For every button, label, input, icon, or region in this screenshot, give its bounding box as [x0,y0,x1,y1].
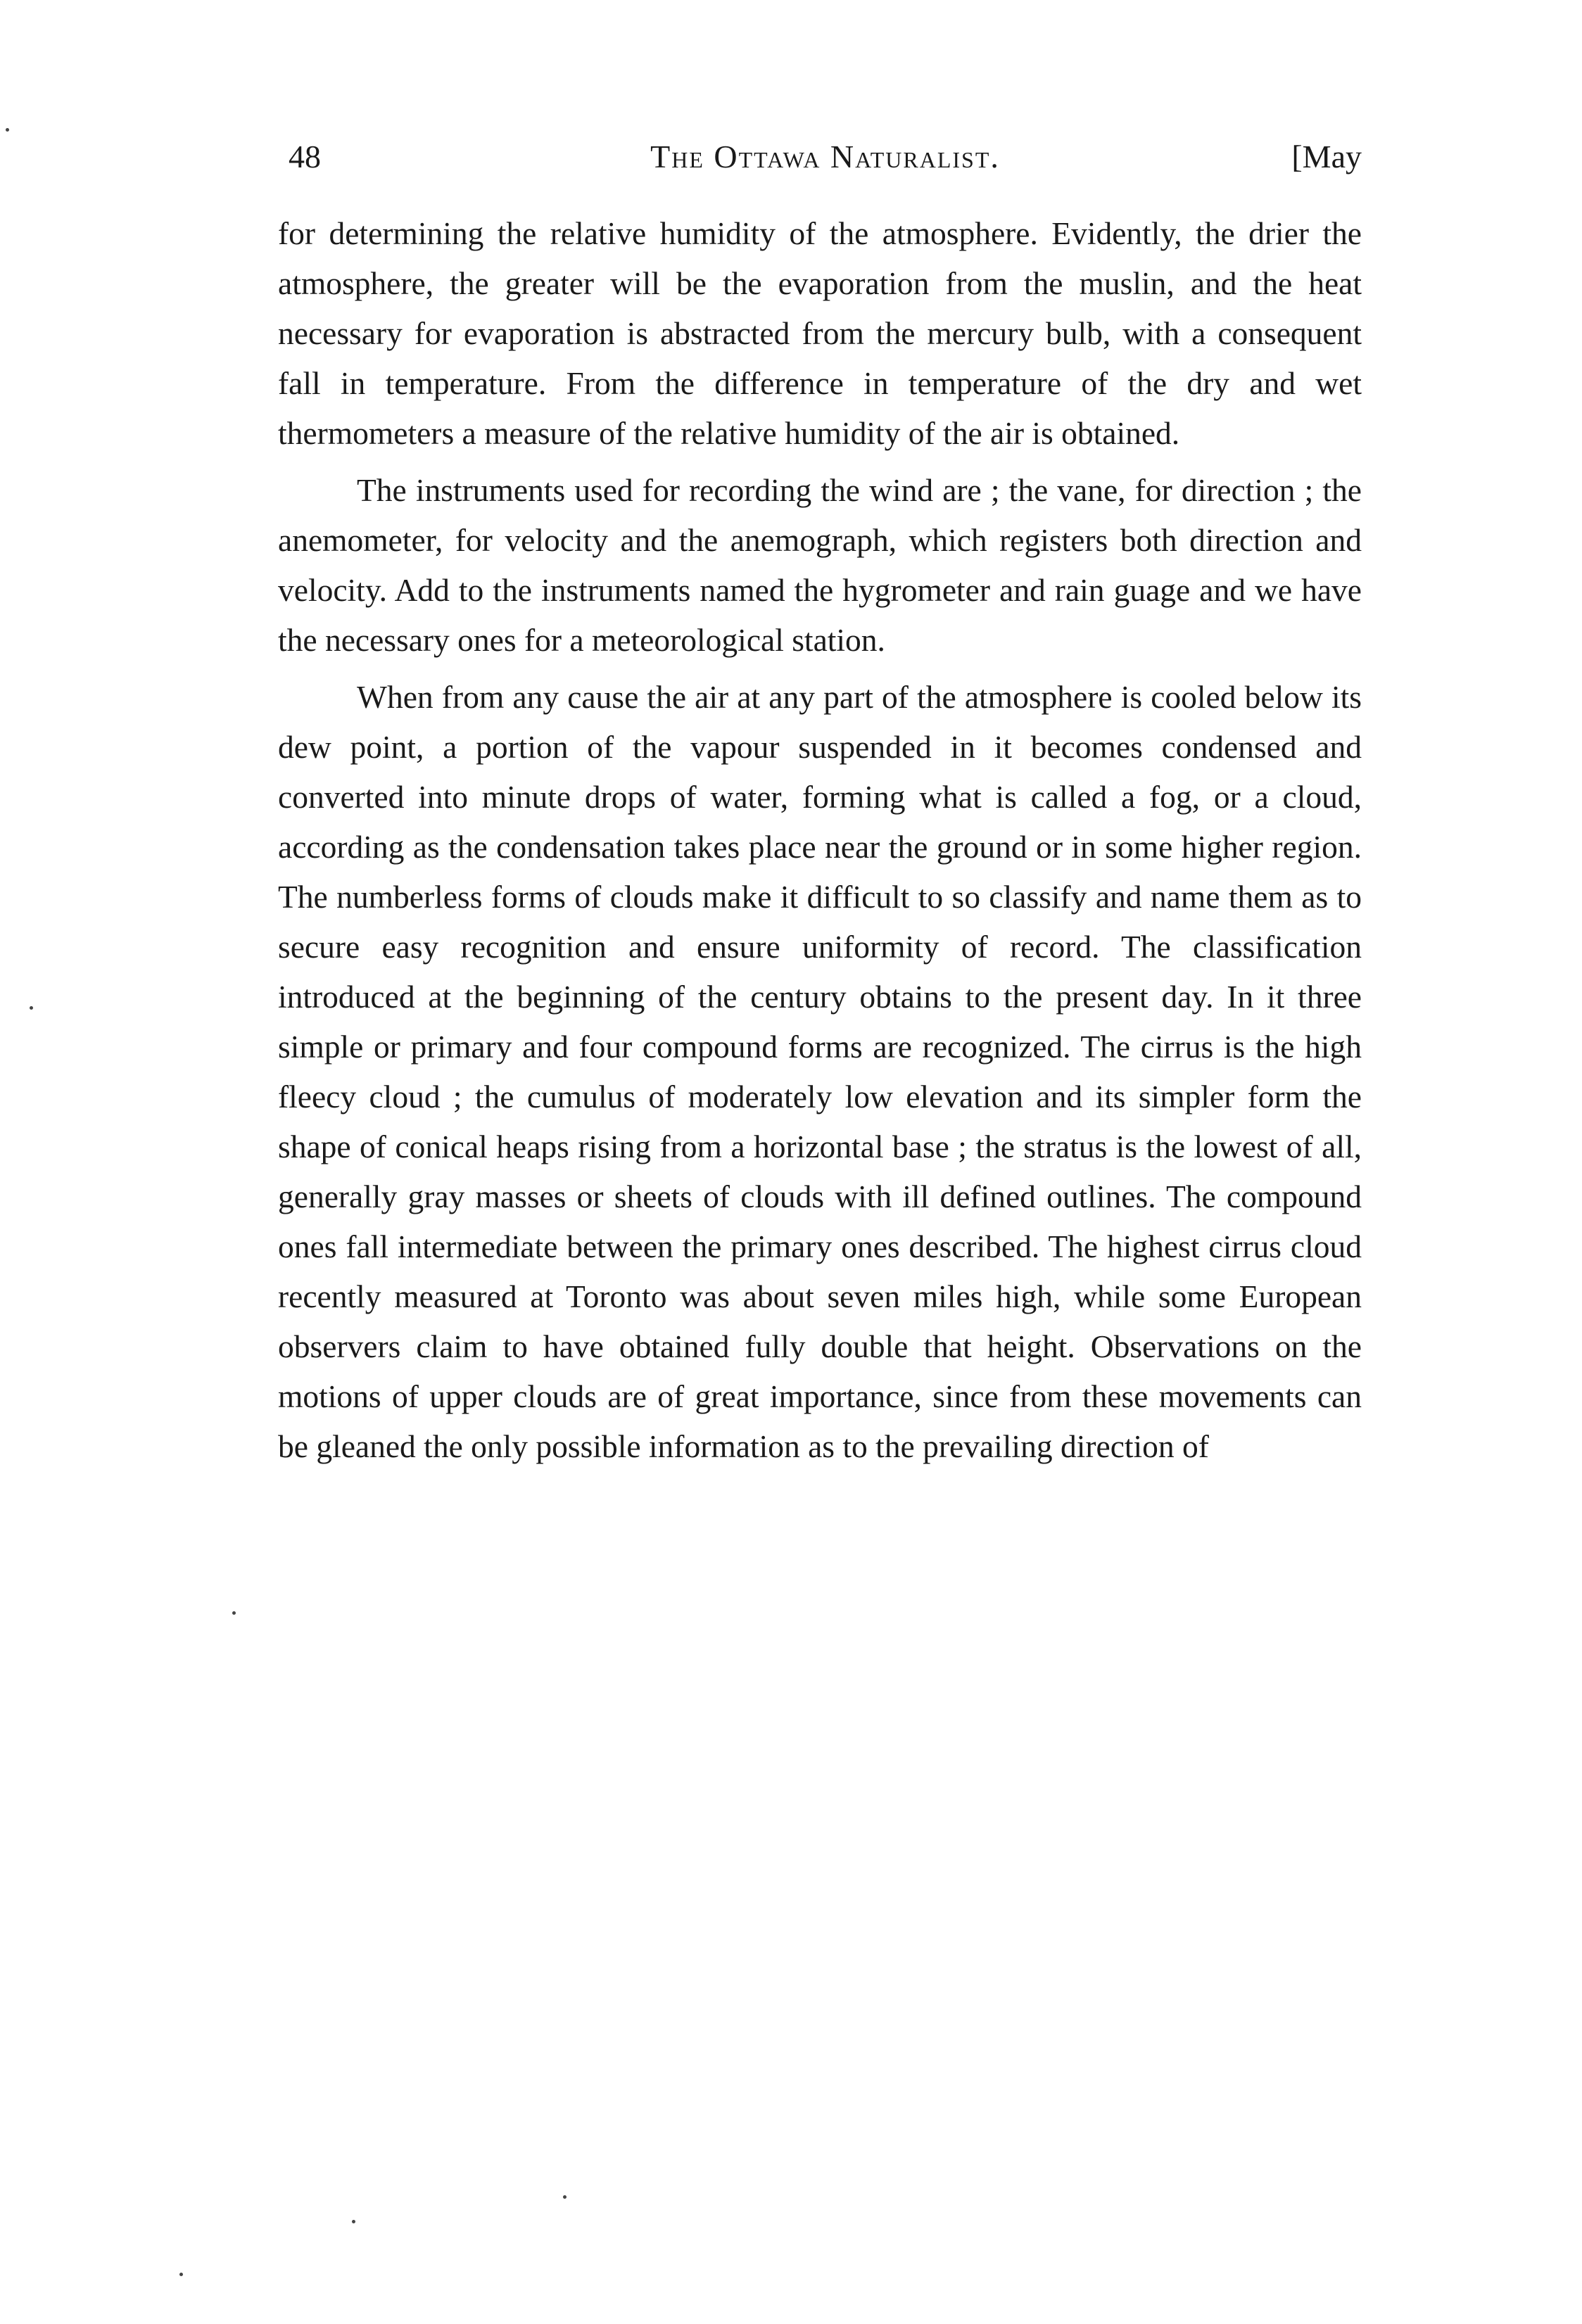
scan-speck [30,1006,33,1010]
paragraph-clouds: When from any cause the air at any part of the atmosphere is cooled below its dew point, a portion of the vapour suspended in it becomes condensed and converted into minute drops of water, forming what is called a fog, or a cloud, according as the condensation takes place near the ground or in some higher region. The numberless forms of clouds make it difficult to so classify and name them as to secure easy recognition and ensure uniformity of record. The classification introduced at the beginning of the century obtains to the present day. In it three simple or primary and four compound forms are recognized. The cirrus is the high fleecy cloud ; the cumulus of moderately low elevation and its simpler form the shape of conical heaps rising from a horizontal base ; the stratus is the lowest of all, generally gray masses or sheets of clouds with ill defined outlines. The compound ones fall intermediate between the primary ones described. The highest cirrus cloud recently measured at Toronto was about seven miles high, while some European observers claim to have obtained fully double that height. Observations on the motions of upper clouds are of great importance, since from these movements can be gleaned the only possible information as to the prevailing direction of [278,679,1362,1464]
page-number: 48 [289,139,321,174]
paragraph-wind-instruments: The instruments used for recording the wind are ; the vane, for direction ; the anemometer, for velocity and the anemograph, which registers both direction and velocity. Add to the instruments named the hygrometer and rain guage and we have the necessary ones for a meteorological station. [278,472,1362,658]
article-body [278,208,1362,1478]
scan-speck [179,2273,183,2276]
paragraph-continued: for determining the relative humidity of the atmosphere. Evidently, the drier the atmosphere, the greater will be the evaporation from the muslin, and the heat necessary for evaporation is abstracted from the mercury bulb, with a consequent fall in temperature. From the difference in temperature of the dry and wet thermometers a measure of the relative humidity of the air is obtained. [278,215,1362,451]
scan-speck [563,2195,567,2199]
journal-title: The Ottawa Naturalist. [650,139,1000,174]
issue-month: [May [1291,139,1362,174]
scan-speck [352,2220,355,2223]
scan-speck [6,128,9,132]
running-header [289,132,1362,182]
scan-speck [232,1611,236,1615]
